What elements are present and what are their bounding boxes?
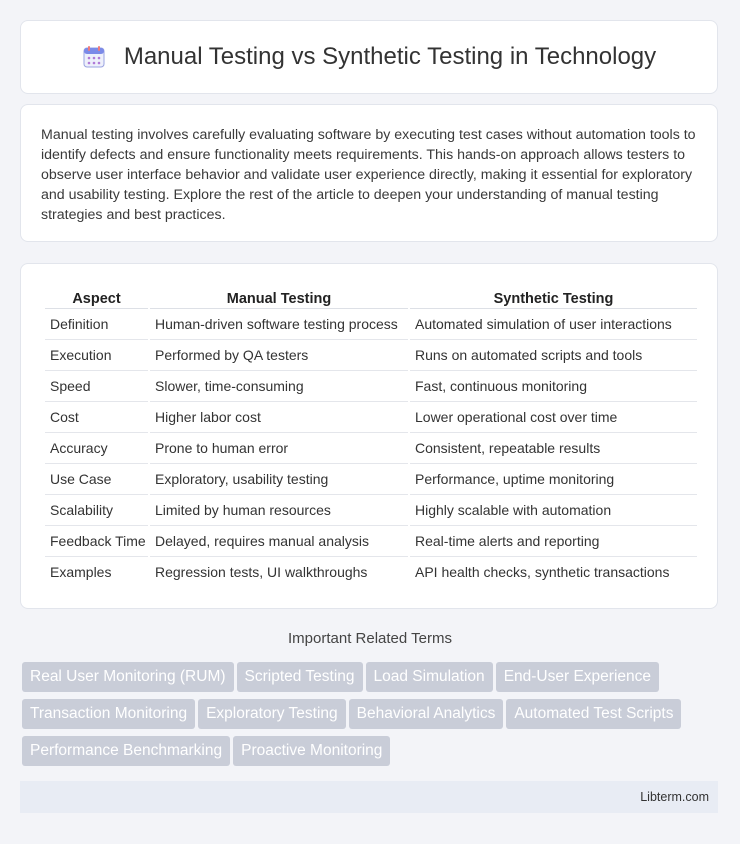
table-cell: Limited by human resources: [150, 495, 408, 526]
table-cell: Performance, uptime monitoring: [410, 464, 697, 495]
table-row: [45, 340, 697, 371]
table-cell: Use Case: [45, 464, 148, 495]
related-term-tag[interactable]: Behavioral Analytics: [349, 699, 504, 729]
calendar-icon: [82, 45, 106, 69]
comparison-table: [43, 284, 699, 587]
table-cell: Real-time alerts and reporting: [410, 526, 697, 557]
table-cell: Slower, time-consuming: [150, 371, 408, 402]
related-term-tag[interactable]: Exploratory Testing: [198, 699, 346, 729]
related-terms-tags: [22, 662, 722, 773]
table-cell: Scalability: [45, 495, 148, 526]
table-header-row: [45, 284, 697, 309]
table-body: [45, 309, 697, 587]
table-row: [45, 526, 697, 557]
table-cell: Execution: [45, 340, 148, 371]
table-cell: Runs on automated scripts and tools: [410, 340, 697, 371]
table-cell: Highly scalable with automation: [410, 495, 697, 526]
related-term-tag[interactable]: Performance Benchmarking: [22, 736, 230, 766]
column-header: Aspect: [45, 284, 148, 309]
table-row: [45, 402, 697, 433]
table-row: [45, 371, 697, 402]
table-cell: Higher labor cost: [150, 402, 408, 433]
table-cell: Speed: [45, 371, 148, 402]
table-cell: Cost: [45, 402, 148, 433]
intro-paragraph: Manual testing involves carefully evaluating software by executing test cases without automation tools to identify defects and ensure functionality meets requirements. This hands-on approach allows testers to observe user interface behavior and validate user experience directly, making it essential for exploratory and usability testing. Explore the rest of the article to deepen your understanding of manual testing strategies and best practices.: [41, 127, 696, 223]
header-card: [20, 20, 718, 94]
intro-card: [20, 104, 718, 242]
footer-site-link[interactable]: Libterm.com: [640, 790, 709, 804]
table-cell: Human-driven software testing process: [150, 309, 408, 340]
table-row: [45, 557, 697, 587]
page-title: Manual Testing vs Synthetic Testing in Technology: [123, 43, 657, 70]
table-cell: Consistent, repeatable results: [410, 433, 697, 464]
table-cell: Delayed, requires manual analysis: [150, 526, 408, 557]
table-cell: Performed by QA testers: [150, 340, 408, 371]
table-cell: Fast, continuous monitoring: [410, 371, 697, 402]
table-cell: Lower operational cost over time: [410, 402, 697, 433]
table-cell: Accuracy: [45, 433, 148, 464]
table-cell: Feedback Time: [45, 526, 148, 557]
table-cell: Automated simulation of user interactions: [410, 309, 697, 340]
table-row: [45, 309, 697, 340]
table-cell: Examples: [50, 564, 112, 580]
table-cell: Regression tests, UI walkthroughs: [155, 564, 368, 580]
comparison-table-card: [20, 263, 718, 609]
table-row: [45, 433, 697, 464]
table-cell: Definition: [45, 309, 148, 340]
related-term-tag[interactable]: Real User Monitoring (RUM): [22, 662, 234, 692]
related-term-tag[interactable]: Scripted Testing: [237, 662, 363, 692]
table-row: [45, 495, 697, 526]
related-term-tag[interactable]: Transaction Monitoring: [22, 699, 195, 729]
footer: [20, 781, 718, 813]
related-term-tag[interactable]: End-User Experience: [496, 662, 659, 692]
related-term-tag[interactable]: Proactive Monitoring: [233, 736, 390, 766]
table-cell: API health checks, synthetic transactions: [415, 564, 670, 580]
column-header: Manual Testing: [150, 284, 408, 309]
column-header: Synthetic Testing: [410, 284, 697, 309]
table-cell: Exploratory, usability testing: [150, 464, 408, 495]
related-terms-title: Important Related Terms: [288, 630, 452, 647]
related-term-tag[interactable]: Automated Test Scripts: [506, 699, 681, 729]
table-cell: Prone to human error: [150, 433, 408, 464]
related-term-tag[interactable]: Load Simulation: [366, 662, 493, 692]
table-row: [45, 464, 697, 495]
